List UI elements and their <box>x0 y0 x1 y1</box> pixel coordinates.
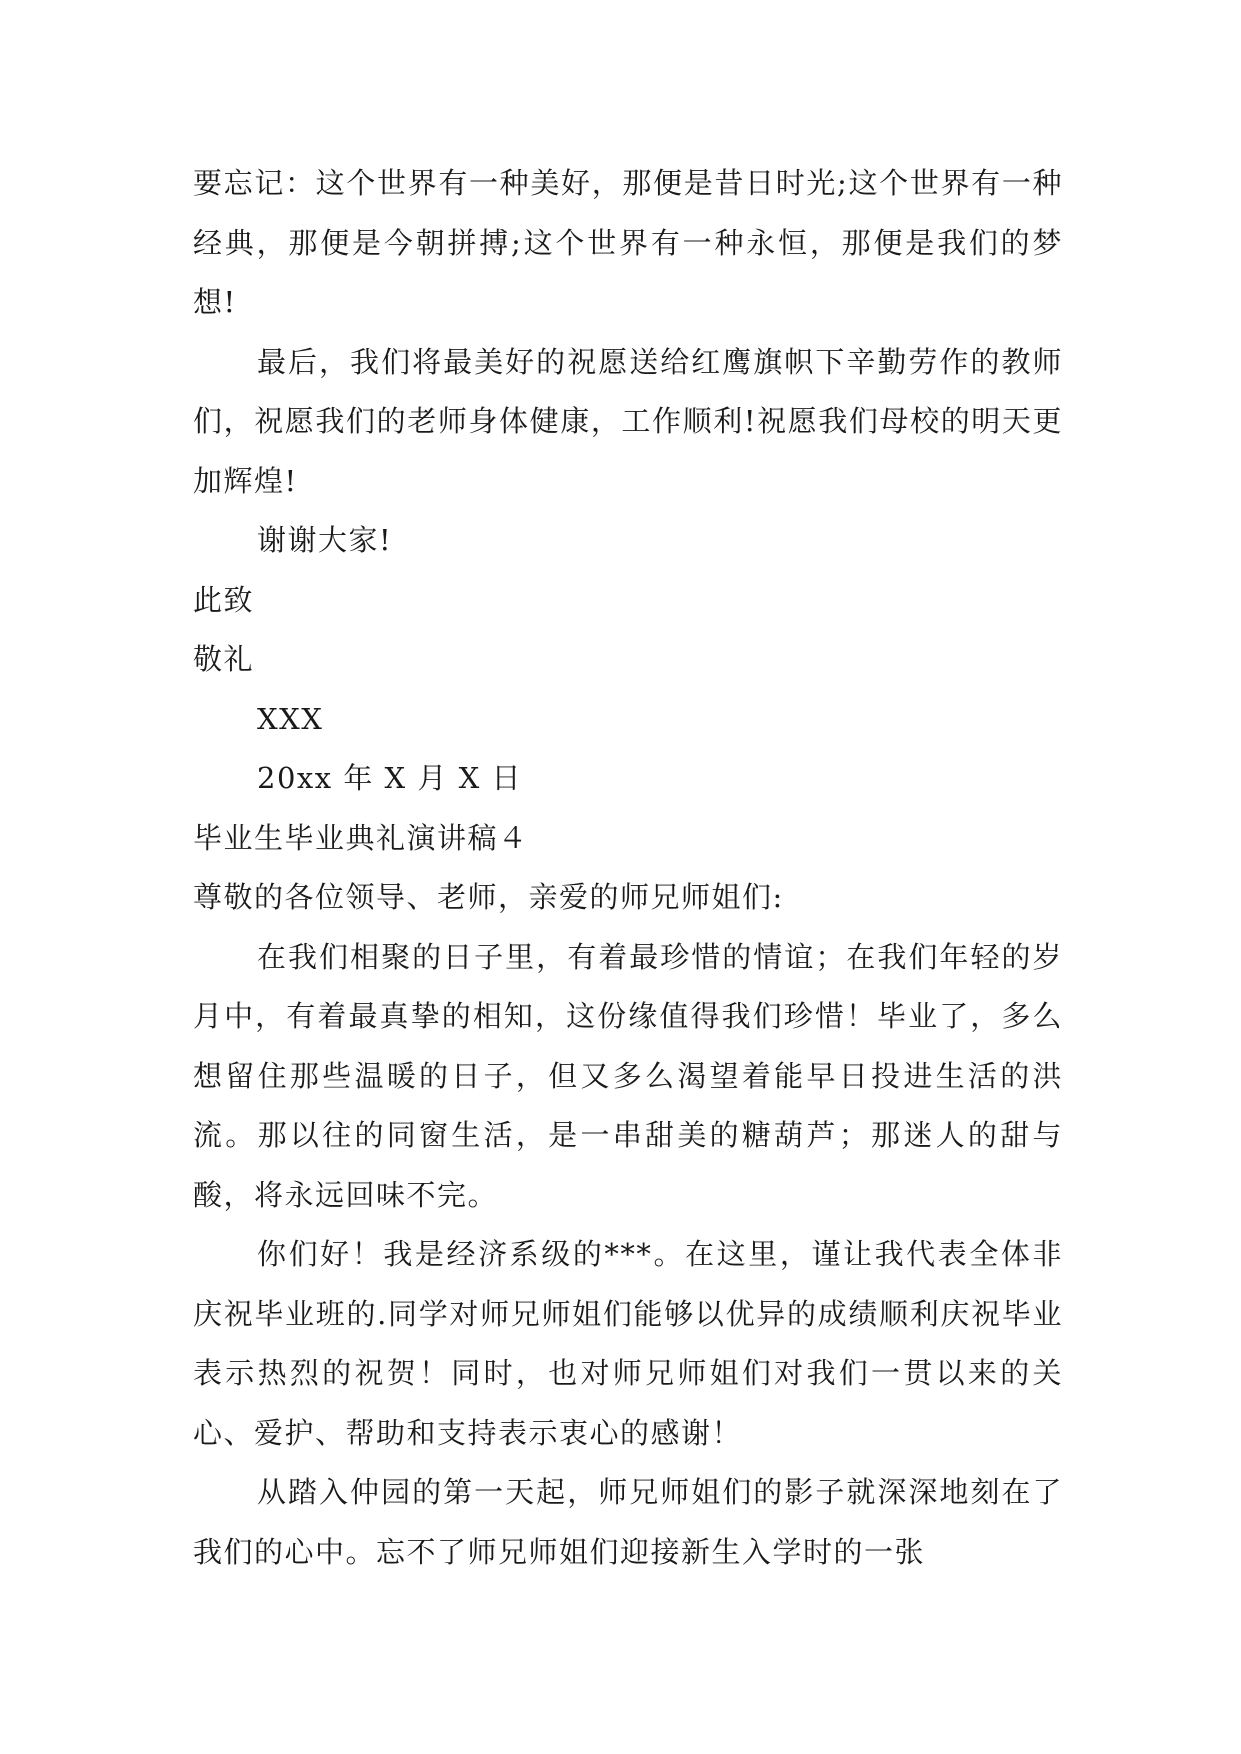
paragraph-5: 你们好！我是经济系级的***。在这里，谨让我代表全体非庆祝毕业班的.同学对师兄师姐们能够以优异的成绩顺利庆祝毕业表示热烈的祝贺！同时，也对师兄师姐们对我们一贯以来的关心、爱护、帮助和支持表示衷心的感谢！ <box>193 1237 1063 1450</box>
paragraph-2: 最后，我们将最美好的祝愿送给红鹰旗帜下辛勤劳作的教师们，祝愿我们的老师身体健康，工作顺利!祝愿我们母校的明天更加辉煌! <box>193 344 1063 498</box>
salutation: 尊敬的各位领导、老师，亲爱的师兄师姐们: <box>193 880 784 914</box>
closing-line-1: 此致 <box>193 582 255 617</box>
signature: XXX <box>257 701 324 736</box>
document-body <box>193 154 1063 1582</box>
thanks-line: 谢谢大家! <box>257 523 393 557</box>
closing-line-2: 敬礼 <box>193 642 255 676</box>
paragraph-6: 从踏入仲园的第一天起，师兄师姐们的影子就深深地刻在了我们的心中。忘不了师兄师姐们迎接新生入学时的一张 <box>193 1475 1063 1569</box>
paragraph-4: 在我们相聚的日子里，有着最珍惜的情谊；在我们年轻的岁月中，有着最真挚的相知，这份缘值得我们珍惜！毕业了，多么想留住那些温暖的日子，但又多么渴望着能早日投进生活的洪流。那以往的同窗生活，是一串甜美的糖葫芦；那迷人的甜与酸，将永远回味不完。 <box>193 939 1063 1212</box>
section-heading: 毕业生毕业典礼演讲稿４ <box>193 820 529 855</box>
date-line: 20xx 年 X 月 X 日 <box>257 761 522 795</box>
paragraph-1: 要忘记：这个世界有一种美好，那便是昔日时光;这个世界有一种经典，那便是今朝拼搏;这个世界有一种永恒，那便是我们的梦想! <box>193 166 1063 319</box>
